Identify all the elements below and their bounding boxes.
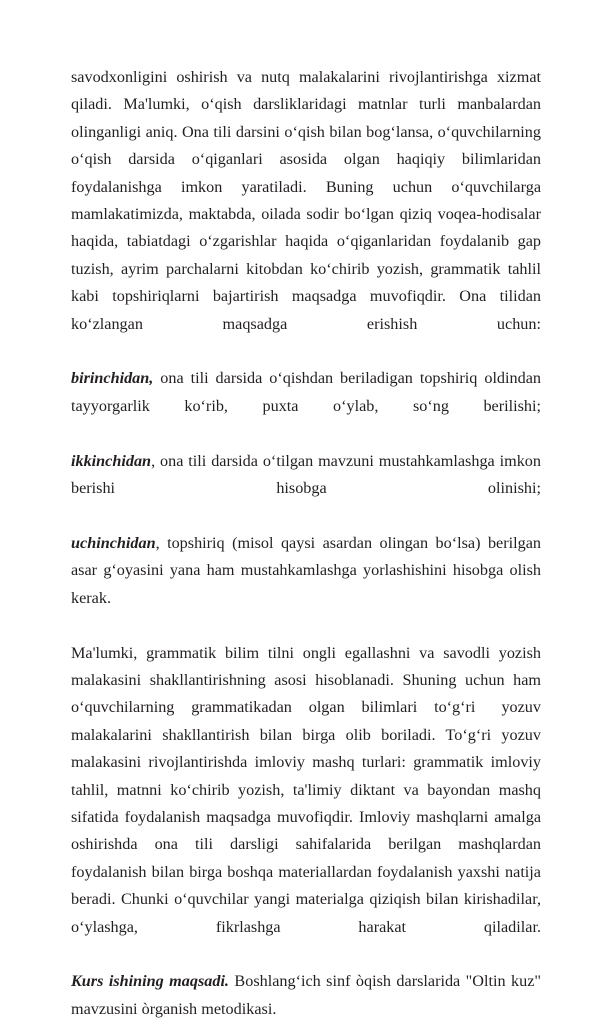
paragraph-course-aim <box>71 968 541 1023</box>
paragraph-text: ona tili darsida oʻqishdan beriladigan topshiriq oldindan tayyorgarlik koʻrib, puxta oʻylab, soʻng berilishi; <box>71 369 541 415</box>
list-lead-uchinchidan: uchinchidan <box>71 533 156 552</box>
paragraph-text-before-gap: Ma'lumki, grammatik bilim tilni ongli egallashni va savodli yozish malakasini shakllantirishning asosi hisoblanadi. Shuning uchun ham oʻquvchilarning grammatikadan olgan bilimlari toʻgʻri <box>71 643 541 717</box>
text-column <box>71 64 541 1023</box>
paragraph-text: , topshiriq (misol qaysi asardan olingan boʻlsa) berilgan asar gʻoyasini yana ham mustahkamlashga yorlashishini hisobga olish kerak. <box>71 533 541 607</box>
paragraph-item-second <box>71 448 541 530</box>
paragraph-text-after-gap: yozuv malakalarini shakllantirish bilan birga olib boriladi. Toʻgʻri yozuv malakasini rivojlantirishda imloviy mashq turlari: grammatik imloviy tahlil, matnni koʻchirib yozish, ta'limiy diktant va bayondan mashq sifatida foydalanish maqsadga muvofiqdir. Imloviy mashqlarni amalga oshirishda ona tili darsligi sahifalarida berilgan mashqlardan foydalanish bilan birga boshqa materiallardan foydalanish yaxshi natija beradi. Chunki oʻquvchilar yangi materialga qiziqish bilan kirishadilar, oʻylashga, fikrlashga harakat qiladilar. <box>71 698 541 936</box>
list-lead-birinchidan: birinchidan, <box>71 369 154 388</box>
paragraph-item-third <box>71 530 541 640</box>
paragraph-body <box>71 64 541 365</box>
paragraph-text: Boshlangʻich sinf òqish darslarida "Oltin kuz" mavzusini òrganish metodikasi. <box>71 972 541 1018</box>
list-lead-ikkinchidan: ikkinchidan <box>71 451 152 470</box>
paragraph-text: , ona tili darsida oʻtilgan mavzuni mustahkamlashga imkon berishi hisobga olinishi; <box>71 451 541 498</box>
paragraph-body-methods <box>71 640 541 969</box>
paragraph-item-first <box>71 365 541 447</box>
heading-lead-kurs-ishining-maqsadi: Kurs ishining maqsadi. <box>71 972 229 991</box>
paragraph-text: savodxonligini oshirish va nutq malakalarini rivojlantirishga xizmat qiladi. Ma'lumki, oʻqish darsliklaridagi matnlar turli manbalardan olinganligi aniq. Ona tili darsini oʻqish bilan bogʻlansa, oʻquvchilarning oʻqish darsida oʻqiganlari asosida olgan haqiqiy bilimlaridan foydalanishga imkon yaratiladi. Buning uchun oʻquvchilarga mamlakatimizda, maktabda, oilada sodir boʻlgan qiziq voqea-hodisalar haqida, tabiatdagi oʻzgarishlar haqida oʻqiganlaridan foydalanib gap tuzish, ayrim parchalarni kitobdan koʻchirib yozish, grammatik tahlil kabi topshiriqlarni bajartirish maqsadga muvofiqdir. Ona tilidan koʻzlangan maqsadga erishish uchun: <box>71 68 541 333</box>
